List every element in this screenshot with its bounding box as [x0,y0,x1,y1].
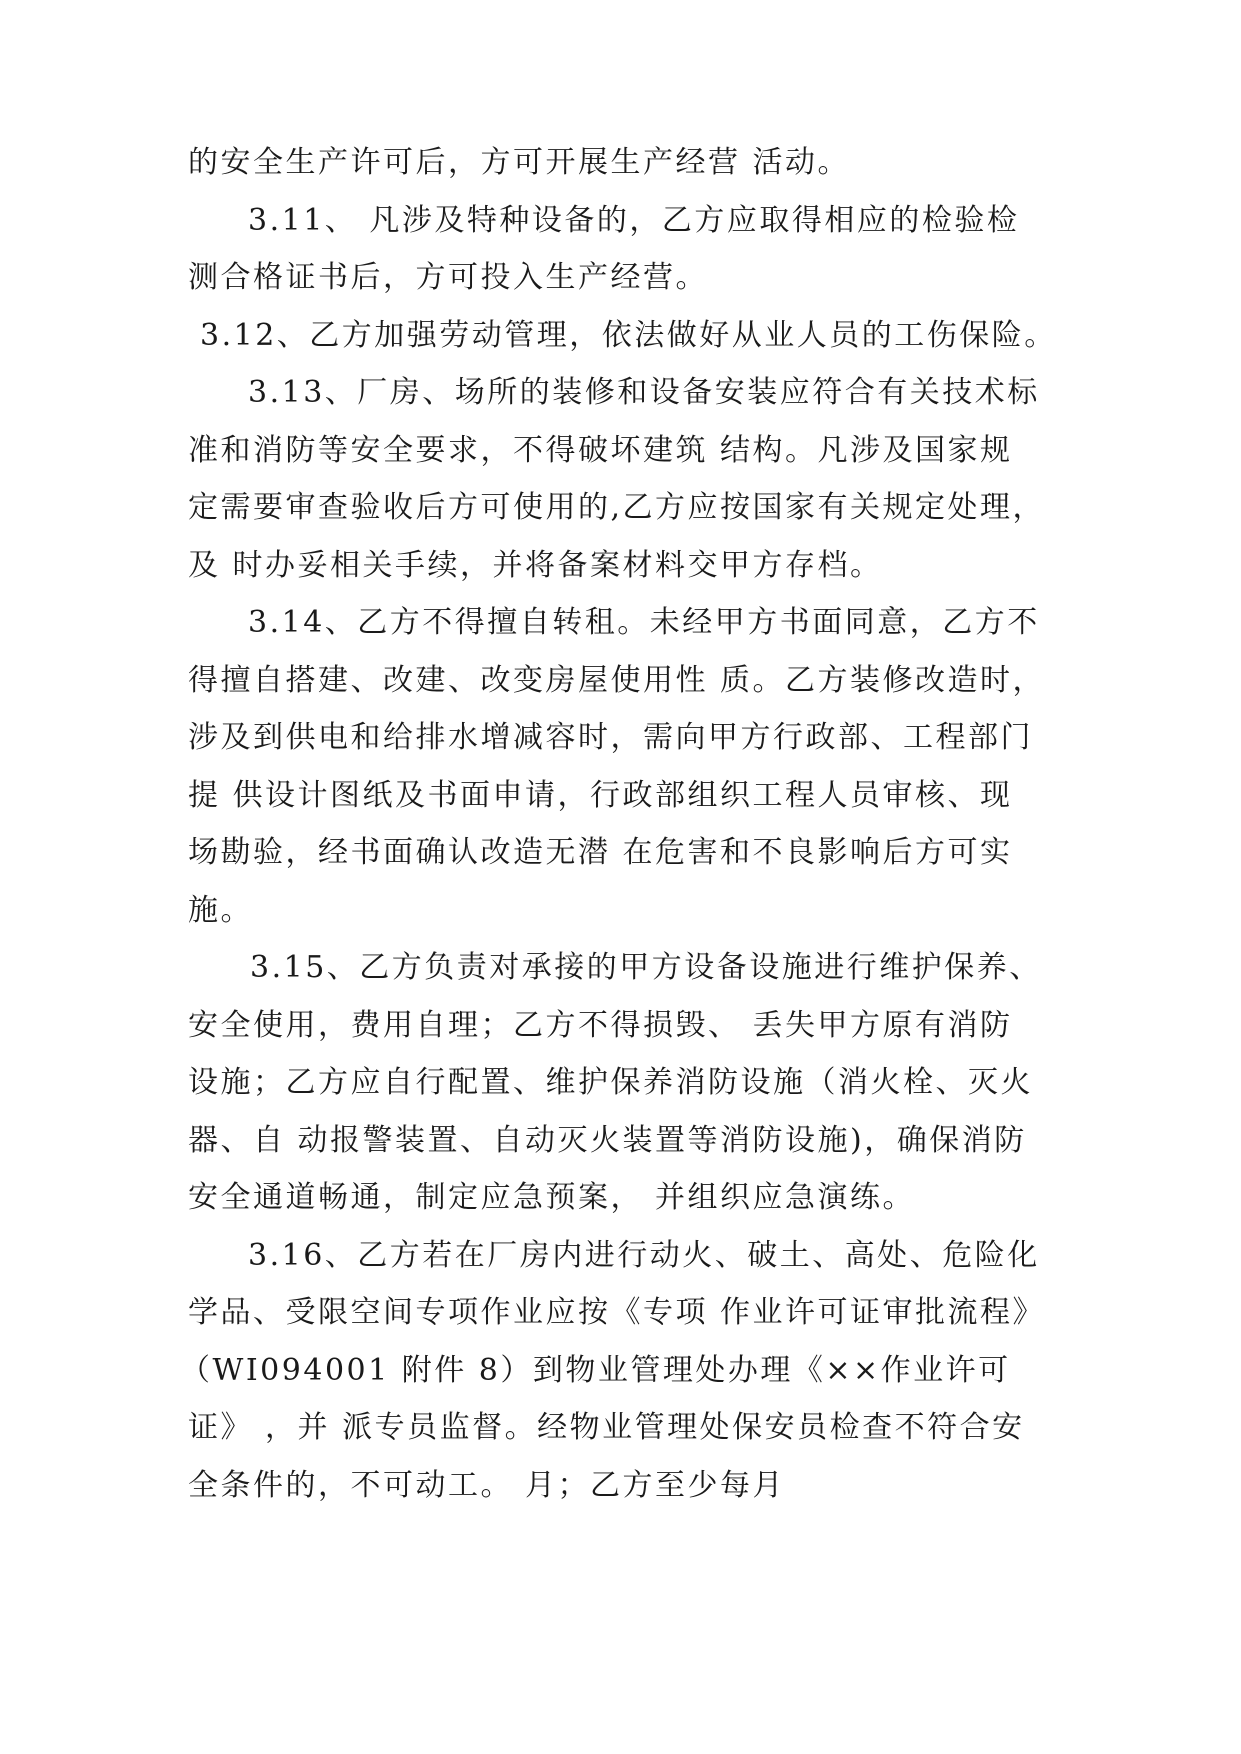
text-line: 得擅自搭建、改建、改变房屋使用性 质。乙方装修改造时， [188,663,1046,698]
text-line: 测合格证书后，方可投入生产经营。 [188,260,708,295]
text-line: 设施；乙方应自行配置、维护保养消防设施（消火栓、灭火 [188,1065,1033,1100]
text-line: 涉及到供电和给排水增减容时，需向甲方行政部、工程部门 [188,720,1033,755]
clause-3-13-line: 3.13、厂房、场所的装修和设备安装应符合有关技术标 [248,375,1040,410]
text-line: 的安全生产许可后，方可开展生产经营 活动。 [188,145,851,180]
text-line: 场勘验，经书面确认改造无潜 在危害和不良影响后方可实 [188,835,1013,870]
clause-3-16-line: 3.16、乙方若在厂房内进行动火、破土、高处、危险化 [248,1238,1040,1273]
text-line: 学品、受限空间专项作业应按《专项 作业许可证审批流程》 [188,1295,1046,1330]
text-line: 施。 [188,893,253,928]
clause-3-15-line: 3.15、乙方负责对承接的甲方设备设施进行维护保养、 [250,950,1042,985]
clause-3-14-line: 3.14、乙方不得擅自转租。未经甲方书面同意，乙方不 [248,605,1040,640]
text-line: 器、自 动报警装置、自动灭火装置等消防设施)，确保消防 [188,1123,1027,1158]
text-line: 安全通道畅通，制定应急预案， 并组织应急演练。 [188,1180,916,1215]
text-line: 定需要审查验收后方可使用的,乙方应按国家有关规定处理， [188,490,1046,525]
text-line: 及 时办妥相关手续，并将备案材料交甲方存档。 [188,548,883,583]
clause-3-12-line: 3.12、乙方加强劳动管理，依法做好从业人员的工伤保险。 [200,318,1057,353]
text-line: 证》 ，并 派专员监督。经物业管理处保安员检查不符合安 [188,1410,1025,1445]
text-line: 提 供设计图纸及书面申请，行政部组织工程人员审核、现 [188,778,1013,813]
text-line: （WI094001 附件 8）到物业管理处办理《××作业许可 [180,1353,1011,1388]
text-line: 准和消防等安全要求，不得破坏建筑 结构。凡涉及国家规 [188,433,1013,468]
text-line: 全条件的，不可动工。 月；乙方至少每月 [188,1468,786,1503]
text-line: 安全使用，费用自理；乙方不得损毁、 丢失甲方原有消防 [188,1008,1013,1043]
clause-3-11-line: 3.11、 凡涉及特种设备的，乙方应取得相应的检验检 [248,203,1020,238]
